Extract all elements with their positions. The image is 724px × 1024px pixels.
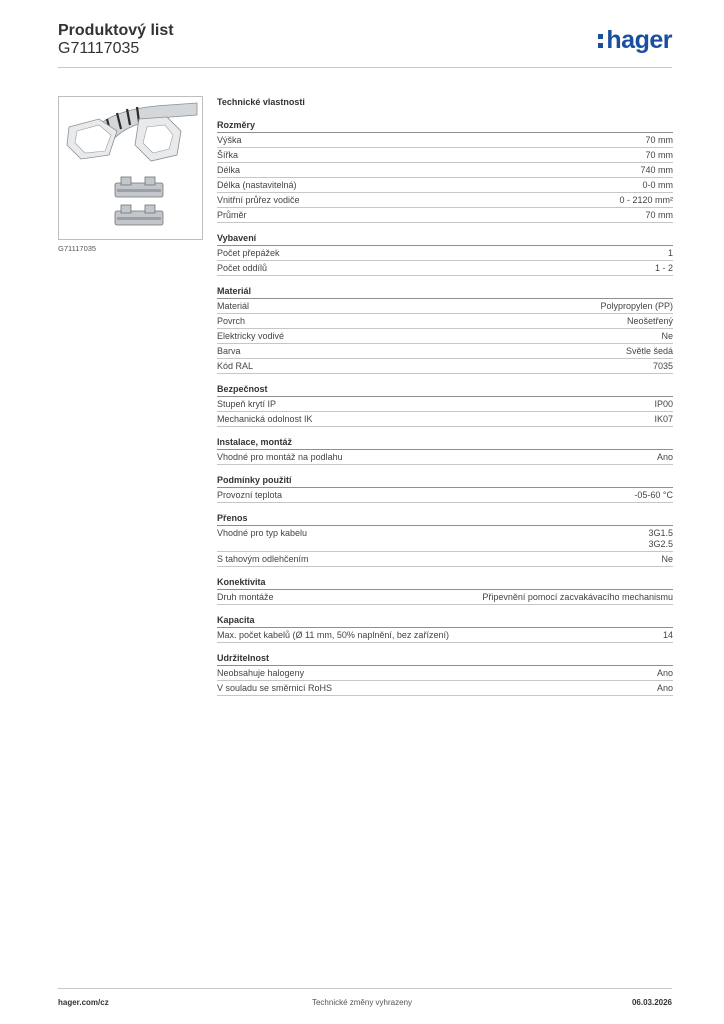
property-label: V souladu se směrnicí RoHS <box>217 682 333 693</box>
property-value <box>482 592 673 603</box>
property-value <box>648 528 673 550</box>
property-label: S tahovým odlehčením <box>217 553 309 564</box>
property-row <box>217 412 673 427</box>
property-label: Stupeň krytí IP <box>217 398 277 409</box>
property-value-line: Světle šedá <box>625 345 673 356</box>
property-section <box>217 474 673 503</box>
property-label: Vnitřní průřez vodiče <box>217 194 300 205</box>
footer-website[interactable]: hager.com/cz <box>58 998 109 1007</box>
product-code: G71117035 <box>58 40 140 57</box>
footer-date: 06.03.2026 <box>631 998 672 1007</box>
properties-title: Technické vlastnosti <box>217 97 305 107</box>
property-value-line: 14 <box>662 629 673 640</box>
property-value-line: 0 - 2120 mm² <box>619 194 673 205</box>
footer-divider <box>58 988 672 989</box>
property-value-line: IP00 <box>654 398 673 409</box>
property-value-line: Připevnění pomocí zacvakávacího mechanismu <box>482 591 673 602</box>
property-value-line: 7035 <box>652 360 673 371</box>
property-row <box>217 628 673 643</box>
property-value <box>661 554 673 565</box>
property-section <box>217 576 673 605</box>
logo-text: hager <box>606 26 672 54</box>
property-row <box>217 397 673 412</box>
section-title: Přenos <box>217 512 673 526</box>
property-row <box>217 359 673 374</box>
section-title: Materiál <box>217 285 673 299</box>
property-value <box>619 195 673 206</box>
property-value <box>600 301 673 312</box>
property-value-line: 3G2.5 <box>648 538 673 549</box>
section-title: Udržitelnost <box>217 652 673 666</box>
property-value <box>661 331 673 342</box>
section-title: Kapacita <box>217 614 673 628</box>
property-row <box>217 590 673 605</box>
product-image <box>58 96 203 240</box>
property-row <box>217 344 673 359</box>
property-label: Povrch <box>217 315 246 326</box>
property-label: Délka <box>217 164 241 175</box>
property-sections <box>217 119 673 696</box>
property-section <box>217 652 673 696</box>
property-row <box>217 208 673 223</box>
hager-logo <box>598 26 672 55</box>
property-row <box>217 666 673 681</box>
property-value <box>645 135 673 146</box>
property-value <box>668 248 673 259</box>
property-value-line: 3G1.5 <box>648 527 673 538</box>
property-value-line: 740 mm <box>640 164 673 175</box>
footer-note: Technické změny vyhrazeny <box>311 998 413 1007</box>
property-row <box>217 178 673 193</box>
property-value-line: -05-60 °C <box>634 489 673 500</box>
property-value-line: Ano <box>656 451 673 462</box>
property-value-line: 70 mm <box>645 134 673 145</box>
property-label: Neobsahuje halogeny <box>217 667 305 678</box>
technical-properties <box>217 95 673 705</box>
property-section <box>217 436 673 465</box>
property-section <box>217 232 673 276</box>
property-value-line: 1 - 2 <box>654 262 673 273</box>
property-value-line: 1 <box>667 247 673 258</box>
property-row <box>217 299 673 314</box>
cable-spiral-illustration <box>59 97 202 239</box>
section-title: Podmínky použití <box>217 474 673 488</box>
property-section <box>217 614 673 643</box>
property-label: Elektricky vodivé <box>217 330 285 341</box>
property-section <box>217 383 673 427</box>
property-row <box>217 193 673 208</box>
property-row <box>217 133 673 148</box>
property-label: Barva <box>217 345 241 356</box>
page-title: Produktový list <box>58 22 174 39</box>
section-title: Konektivita <box>217 576 673 590</box>
property-label: Druh montáže <box>217 591 274 602</box>
property-label: Počet oddílů <box>217 262 268 273</box>
property-row <box>217 329 673 344</box>
property-section <box>217 285 673 374</box>
property-row <box>217 681 673 696</box>
property-section <box>217 512 673 567</box>
property-row <box>217 552 673 567</box>
property-label: Kód RAL <box>217 360 254 371</box>
property-value <box>657 668 673 679</box>
property-value <box>657 452 673 463</box>
property-label: Délka (nastavitelná) <box>217 179 297 190</box>
property-value-line: Neošetřený <box>626 315 673 326</box>
section-title: Bezpečnost <box>217 383 673 397</box>
property-row <box>217 526 673 552</box>
property-label: Vhodné pro typ kabelu <box>217 527 308 538</box>
property-value-line: IK07 <box>654 413 673 424</box>
property-value <box>626 346 673 357</box>
property-value <box>654 399 673 410</box>
property-value-line: 70 mm <box>645 149 673 160</box>
property-row <box>217 488 673 503</box>
section-title: Vybavení <box>217 232 673 246</box>
property-value <box>657 683 673 694</box>
property-value-line: Ne <box>661 330 673 341</box>
property-label: Provozní teplota <box>217 489 283 500</box>
section-title: Instalace, montáž <box>217 436 673 450</box>
property-label: Materiál <box>217 300 250 311</box>
property-value-line: 70 mm <box>645 209 673 220</box>
property-label: Mechanická odolnost IK <box>217 413 313 424</box>
property-value <box>634 490 673 501</box>
header-divider <box>58 67 672 68</box>
property-label: Průměr <box>217 209 247 220</box>
property-value <box>654 414 673 425</box>
section-title: Rozměry <box>217 119 673 133</box>
property-value-line: Ano <box>656 667 673 678</box>
image-caption: G71117035 <box>58 244 97 253</box>
property-value <box>645 210 673 221</box>
property-row <box>217 450 673 465</box>
property-row <box>217 148 673 163</box>
property-row <box>217 314 673 329</box>
property-value-line: Ano <box>656 682 673 693</box>
page-header <box>58 20 672 68</box>
property-value <box>627 316 673 327</box>
property-label: Šířka <box>217 149 239 160</box>
property-value <box>642 180 673 191</box>
property-row <box>217 246 673 261</box>
logo-dots-icon <box>598 34 603 48</box>
property-label: Počet přepážek <box>217 247 280 258</box>
property-row <box>217 261 673 276</box>
property-value <box>663 630 673 641</box>
property-value <box>645 150 673 161</box>
property-value <box>640 165 673 176</box>
property-label: Max. počet kabelů (Ø 11 mm, 50% naplnění, bez zařízení) <box>217 629 449 640</box>
property-value <box>655 263 673 274</box>
property-row <box>217 163 673 178</box>
property-label: Vhodné pro montáž na podlahu <box>217 451 343 462</box>
property-value-line: Ne <box>661 553 673 564</box>
property-label: Výška <box>217 134 242 145</box>
property-section <box>217 119 673 223</box>
property-value-line: 0-0 mm <box>642 179 673 190</box>
property-value-line: Polypropylen (PP) <box>600 300 673 311</box>
property-value <box>653 361 673 372</box>
